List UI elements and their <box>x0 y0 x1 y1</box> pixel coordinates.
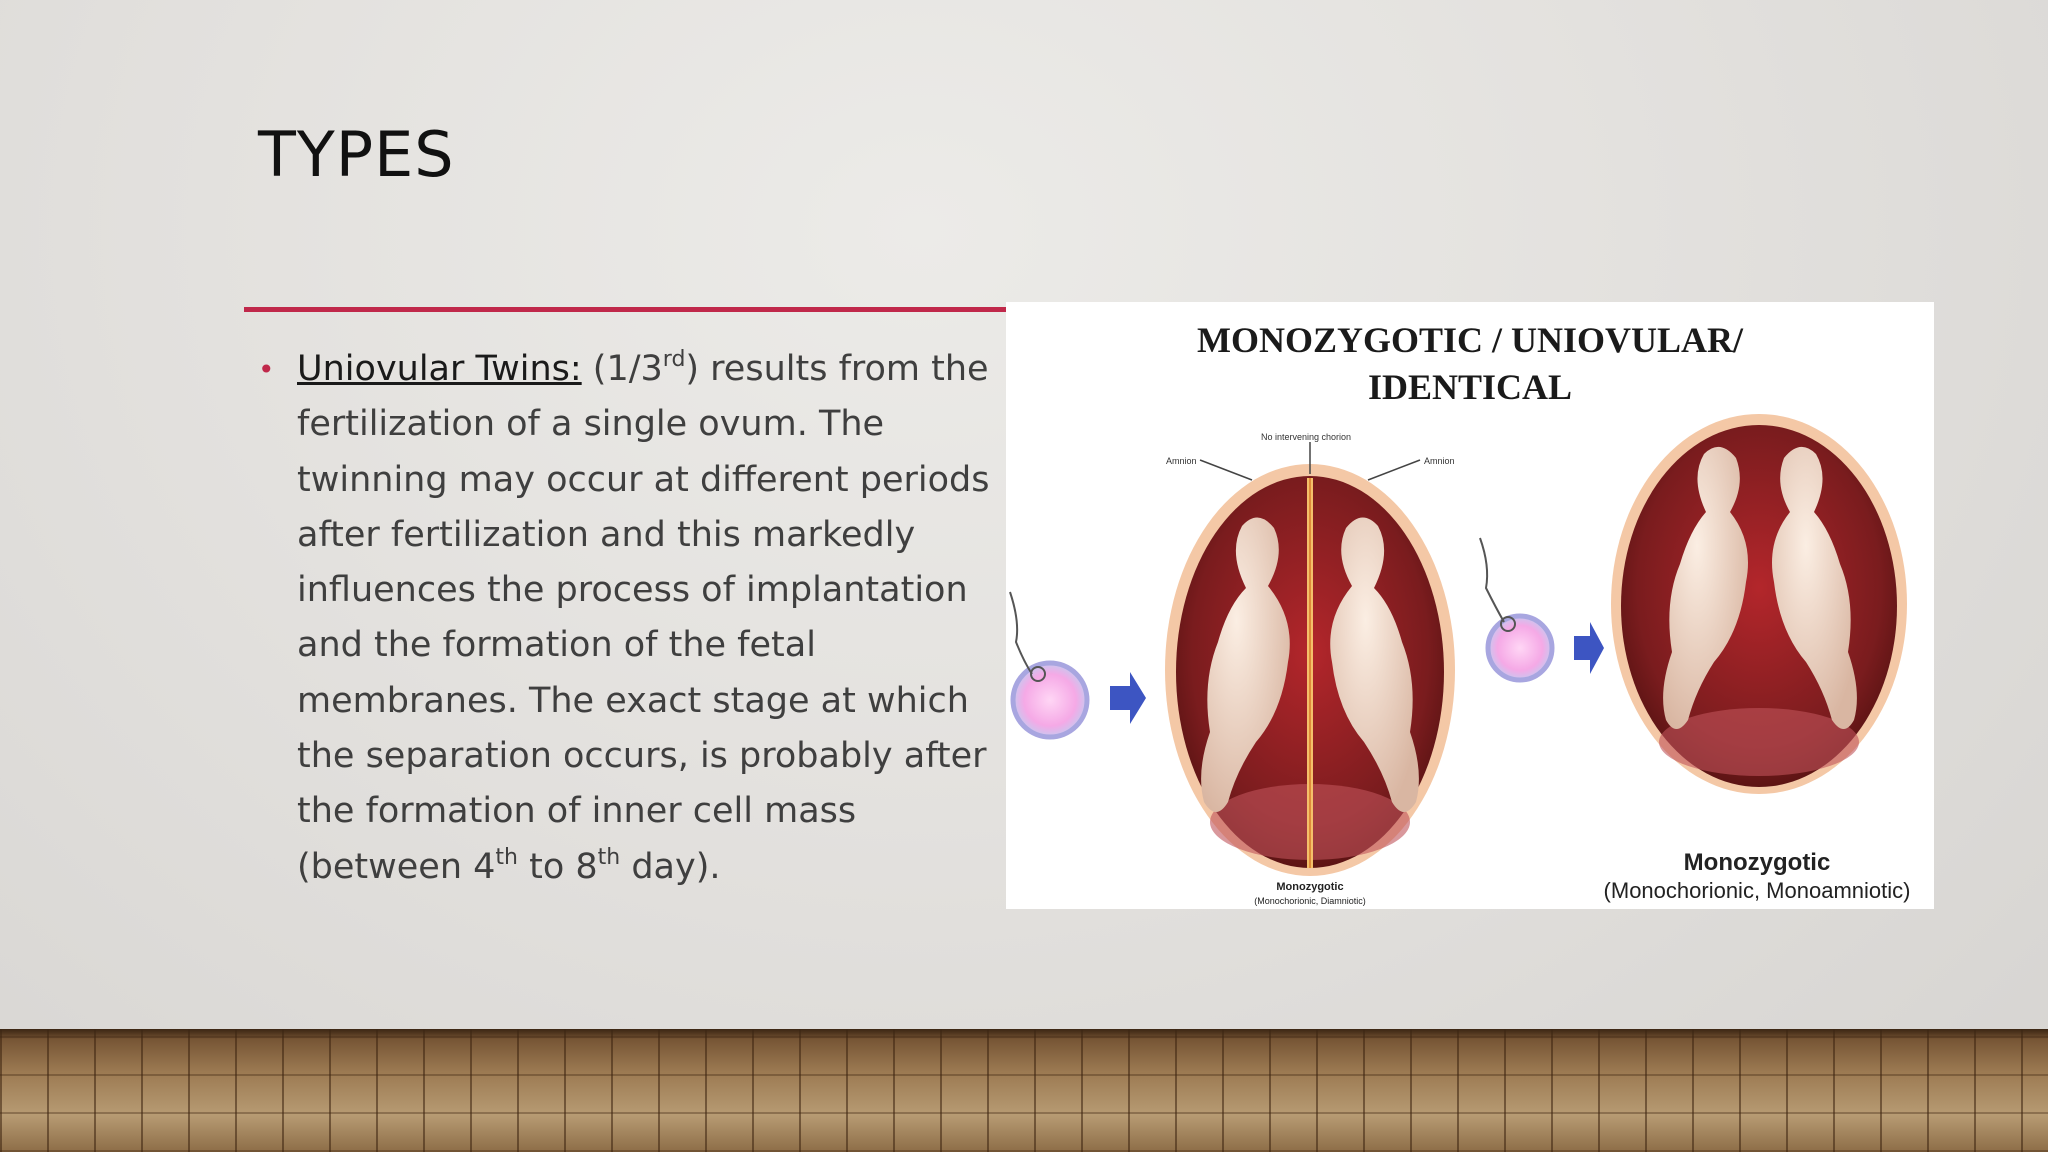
figure-heading-line2: IDENTICAL <box>1367 367 1573 407</box>
bullet-paragraph <box>297 342 1018 895</box>
label-amnion-left: Amnion <box>1166 456 1197 466</box>
slide-title: TYPES <box>258 118 455 191</box>
bullet-text-1: (1/3 <box>581 349 663 389</box>
bullet-sup-3: th <box>597 844 621 870</box>
bullet-marker-icon: • <box>258 353 275 386</box>
label-amnion-right: Amnion <box>1424 456 1455 466</box>
left-caption-bold: Monozygotic <box>1276 881 1344 893</box>
sac-monoamniotic <box>1611 414 1907 794</box>
label-no-intervening-chorion: No intervening chorion <box>1261 432 1352 442</box>
figure-heading-line1: MONOZYGOTIC / UNIOVULAR/ <box>1196 320 1744 360</box>
sac-diamniotic <box>1165 442 1455 876</box>
bullet-sup-1: rd <box>662 347 686 372</box>
bullet-term: Uniovular Twins: <box>297 349 582 389</box>
bullet-text-3: to 8 <box>517 846 598 887</box>
accent-rule <box>244 307 1006 312</box>
bullet-sup-2: th <box>495 844 518 870</box>
arrow-right-icon-2 <box>1574 622 1604 674</box>
bullet-text-2: ) results from the fertilization of a single ovum. The twinning may occur at different periods after fertilization and this markedly influences the process of implantation and the formation of the fetal membranes. The exact stage at which the separation occurs, is probably after the formation of inner cell mass (between 4 <box>297 349 990 887</box>
right-caption-bold: Monozygotic <box>1683 849 1831 876</box>
bullet-list <box>258 342 1018 895</box>
left-caption-paren: (Monochorionic, Diamniotic) <box>1254 896 1366 906</box>
twins-diagram-figure <box>1006 302 1934 909</box>
wood-floor-decoration <box>0 1029 2048 1152</box>
bullet-text-4: day). <box>620 846 721 887</box>
ovum-left-icon <box>1010 592 1087 737</box>
twins-diagram-svg <box>1006 302 1934 909</box>
arrow-right-icon <box>1110 672 1146 724</box>
ovum-right-icon <box>1480 538 1552 680</box>
right-caption-paren: (Monochorionic, Monoamniotic) <box>1603 878 1911 903</box>
